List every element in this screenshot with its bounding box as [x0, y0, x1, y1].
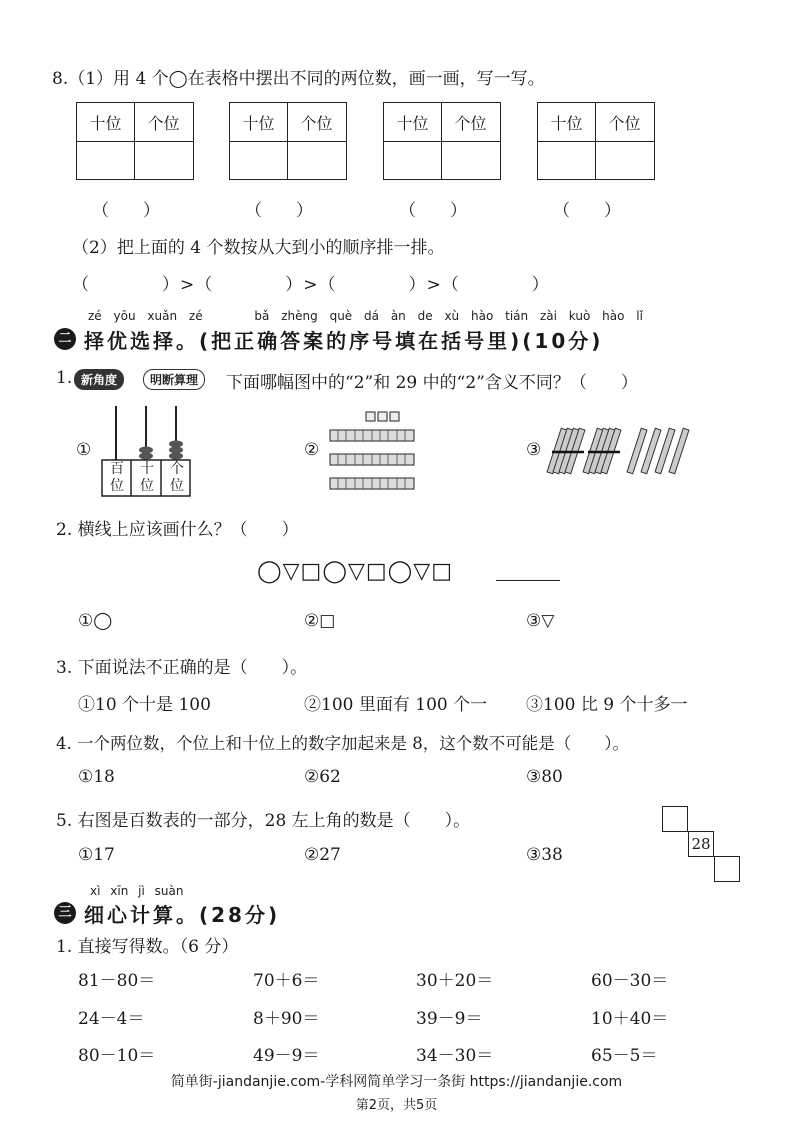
answer-paren-1[interactable]: （ ）: [92, 201, 160, 221]
s2-q2-opt2[interactable]: ②□: [304, 611, 336, 631]
hundred-chart-cell-bottom: [714, 856, 740, 882]
s2-q4-text: 4. 一个两位数，个位上和十位上的数字加起来是 8，这个数不可能是（ ）。: [56, 734, 629, 753]
reasoning-tag: 明断算理: [143, 369, 205, 390]
s2-q4-opt2[interactable]: ②62: [304, 767, 341, 787]
ones-header: 个位: [300, 114, 333, 133]
problem[interactable]: 34－30＝: [416, 1046, 494, 1066]
section2-title: 择优选择。(把正确答案的序号填在括号里)(10分): [84, 329, 604, 353]
shape-sequence: ◯▽□◯▽□◯▽□: [257, 559, 453, 584]
stick-bundles-icon[interactable]: [546, 420, 696, 480]
problem[interactable]: 39－9＝: [416, 1009, 483, 1029]
s2-q3-opt3[interactable]: ③100 比 9 个十多一: [526, 695, 688, 715]
place-value-table-3[interactable]: [383, 102, 501, 180]
problem[interactable]: 30＋20＝: [416, 971, 494, 991]
section3-pinyin: xì xīn jì suàn: [90, 884, 184, 898]
s2-q3-opt1[interactable]: ①10 个十是 100: [78, 695, 211, 715]
problem[interactable]: 10＋40＝: [591, 1009, 669, 1029]
s2-q5-text: 5. 右图是百数表的一部分，28 左上角的数是（ ）。: [56, 811, 471, 831]
hundred-chart-cell-top: [662, 806, 688, 832]
problem[interactable]: 8＋90＝: [253, 1009, 320, 1029]
problem[interactable]: 49－9＝: [253, 1046, 320, 1066]
problem[interactable]: 80－10＝: [78, 1046, 156, 1066]
opt1-label[interactable]: ①: [76, 440, 92, 460]
place-value-table-4[interactable]: [537, 102, 655, 180]
answer-paren-4[interactable]: （ ）: [553, 201, 621, 221]
s2-q4-opt1[interactable]: ①18: [78, 767, 115, 787]
abacus-label-tens: 十 位: [140, 461, 154, 494]
problem[interactable]: 70＋6＝: [253, 971, 320, 991]
problem[interactable]: 24－4＝: [78, 1009, 145, 1029]
s3-q1-text: 1. 直接写得数。（6 分）: [56, 937, 239, 957]
s2-q2-opt3[interactable]: ③▽: [526, 611, 555, 631]
q8-part1-text: 8.（1）用 4 个◯在表格中摆出不同的两位数，画一画，写一写。: [52, 69, 545, 89]
footer-page-number: 第2页，共5页: [355, 1098, 438, 1113]
problem[interactable]: 60－30＝: [591, 971, 669, 991]
place-value-table-2[interactable]: [229, 102, 347, 180]
s2-q4-opt3[interactable]: ③80: [526, 767, 563, 787]
section3-title: 细心计算。(28分): [84, 903, 281, 927]
section2-badge: 二: [54, 328, 76, 350]
tens-header: 十位: [550, 114, 583, 133]
s2-q2-text: 2. 横线上应该画什么？（ ）: [56, 520, 299, 540]
answer-blank-line[interactable]: [496, 580, 560, 581]
s2-q5-opt2[interactable]: ②27: [304, 845, 341, 865]
base-ten-blocks-icon[interactable]: [326, 408, 418, 492]
tens-header: 十位: [242, 114, 275, 133]
problem[interactable]: 65－5＝: [591, 1046, 658, 1066]
q8-part2-text: （2）把上面的 4 个数按从大到小的顺序排一排。: [72, 238, 445, 258]
section2-pinyin: zé yōu xuǎn zé bǎ zhèng què dá àn de xù hào tián zài kuò hào lǐ: [88, 309, 643, 323]
s2-q2-opt1[interactable]: ①◯: [78, 611, 113, 631]
abacus-label-hundreds: 百 位: [110, 461, 124, 494]
abacus-label-ones: 个 位: [170, 461, 184, 494]
answer-paren-2[interactable]: （ ）: [245, 201, 313, 221]
section3-badge: 三: [54, 902, 76, 924]
s2-q3-opt2[interactable]: ②100 里面有 100 个一: [304, 695, 488, 715]
place-value-table-1[interactable]: [76, 102, 194, 180]
opt3-label[interactable]: ③: [526, 440, 542, 460]
problem[interactable]: 81－80＝: [78, 971, 156, 991]
ones-header: 个位: [454, 114, 487, 133]
tens-header: 十位: [89, 114, 122, 133]
s2-q5-opt3[interactable]: ③38: [526, 845, 563, 865]
ones-header: 个位: [147, 114, 180, 133]
hundred-chart-cell-28: 28: [688, 831, 714, 857]
s2-q5-opt1[interactable]: ①17: [78, 845, 115, 865]
s2-q1-text: 下面哪幅图中的“2”和 29 中的“2”含义不同？（ ）: [226, 373, 638, 393]
s2-q1-num: 1.: [56, 368, 73, 388]
answer-paren-3[interactable]: （ ）: [399, 201, 467, 221]
tens-header: 十位: [396, 114, 429, 133]
order-row[interactable]: （ ）>（ ）>（ ）>（ ）: [72, 275, 550, 295]
s2-q3-text: 3. 下面说法不正确的是（ ）。: [56, 658, 308, 678]
ones-header: 个位: [608, 114, 641, 133]
new-angle-tag: 新角度: [74, 369, 124, 390]
footer-site: 简单街-jiandanjie.com-学科网简单学习一条街 https://jiandanjie.com: [170, 1074, 623, 1090]
opt2-label[interactable]: ②: [304, 440, 320, 460]
